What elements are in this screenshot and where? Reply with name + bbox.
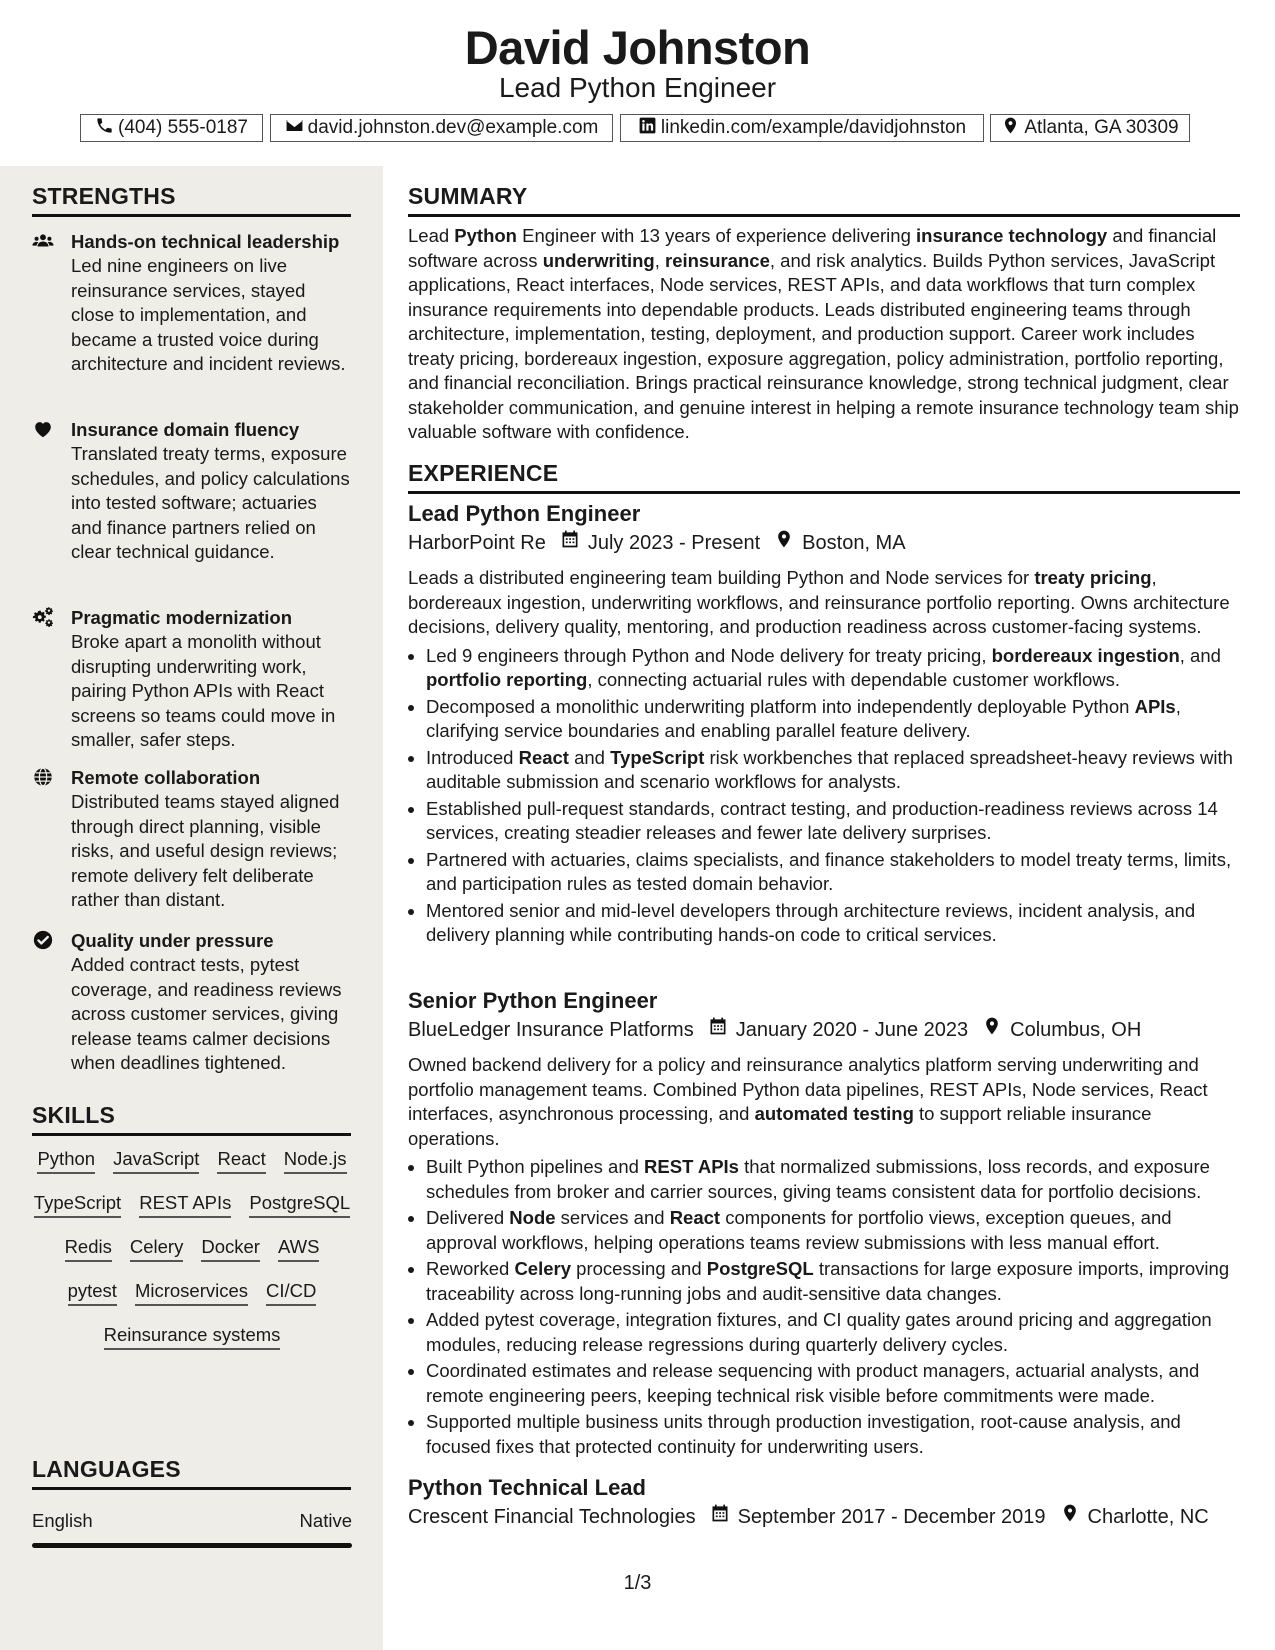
skill-tag: Redis — [65, 1234, 112, 1262]
skill-tag: Microservices — [135, 1278, 248, 1306]
strength-item — [32, 766, 352, 913]
job-dates: July 2023 - Present — [587, 532, 761, 554]
job-dates: January 2020 - June 2023 — [735, 1019, 969, 1041]
location-pin-icon — [760, 528, 802, 558]
language-name: English — [32, 1510, 93, 1531]
job-bullet: • Decomposed a monolithic underwriting platform into independently deployable Python APIs, clarifying service boundaries and enabling parallel feature delivery. — [426, 695, 1240, 744]
candidate-name: David Johnston — [464, 21, 811, 74]
summary-heading: SUMMARY — [408, 183, 528, 209]
job-summary: Leads a distributed engineering team building Python and Node services for treaty pricing, bordereaux ingestion, underwriting workflows, and reinsurance portfolio reporting. Owns architecture decisions, delivery quality, mentoring, and production readiness across customer-facing systems. — [408, 567, 1230, 637]
skill-tag: Docker — [201, 1234, 260, 1262]
strength-desc: Led nine engineers on live reinsurance services, stayed close to implementation, and became a trusted voice during architecture and incident reviews. — [71, 255, 346, 374]
globe-icon — [32, 766, 56, 788]
skill-tag: CI/CD — [266, 1278, 316, 1306]
contact-location — [990, 114, 1190, 142]
contact-linkedin[interactable] — [620, 114, 984, 142]
languages-rule — [32, 1487, 351, 1490]
location-pin-icon — [968, 1015, 1010, 1045]
job-title: Python Technical Lead — [408, 1475, 646, 1500]
strength-desc: Distributed teams stayed aligned through direct planning, visible risks, and useful design reviews; remote delivery felt deliberate rather than distant. — [71, 791, 340, 910]
heart-icon — [32, 418, 56, 440]
experience-rule — [408, 491, 1240, 494]
summary-rule — [408, 214, 1240, 217]
strength-desc: Translated treaty terms, exposure schedules, and policy calculations into tested software; actuaries and finance partners relied on clear technical guidance. — [71, 443, 350, 562]
skill-tag: Reinsurance systems — [104, 1322, 281, 1350]
check-circle-icon — [32, 929, 56, 951]
strength-item — [32, 418, 352, 565]
job-bullet: • Coordinated estimates and release sequencing with product managers, actuarial analysts, and remote engineering peers, keeping technical risk visible before commitments were made. — [426, 1359, 1240, 1408]
strengths-heading: STRENGTHS — [32, 183, 176, 209]
skill-tag: pytest — [68, 1278, 117, 1306]
strength-item — [32, 230, 352, 377]
summary-section — [408, 224, 1240, 445]
contact-email-text: david.johnston.dev@example.com — [307, 117, 599, 138]
skill-tag: React — [217, 1146, 265, 1174]
gears-icon — [32, 606, 56, 628]
location-pin-icon — [1046, 1502, 1088, 1532]
calendar-icon — [546, 528, 588, 558]
contact-location-text: Atlanta, GA 30309 — [1024, 117, 1179, 138]
contact-phone-text: (404) 555-0187 — [118, 117, 248, 138]
calendar-icon — [694, 1015, 736, 1045]
job-dates: September 2017 - December 2019 — [737, 1506, 1046, 1528]
strength-item — [32, 606, 352, 753]
job-meta — [408, 1502, 1240, 1532]
contact-linkedin-text: linkedin.com/example/davidjohnston — [660, 117, 967, 138]
strength-desc: Added contract tests, pytest coverage, and readiness reviews across customer services, giving release teams calmer decisions when deadlines tightened. — [71, 954, 342, 1073]
job-bullet: • Reworked Celery processing and PostgreSQL transactions for large exposure imports, improving traceability across long-running jobs and audit-sensitive data changes. — [426, 1257, 1240, 1306]
skill-tag: Node.js — [284, 1146, 347, 1174]
contact-phone[interactable] — [80, 114, 263, 142]
languages-heading: LANGUAGES — [32, 1456, 181, 1482]
job-bullet: • Added pytest coverage, integration fixtures, and CI quality gates around pricing and aggregation modules, reducing release regressions during quarterly delivery cycles. — [426, 1308, 1240, 1357]
language-row — [32, 1510, 352, 1532]
language-level: Native — [299, 1510, 352, 1531]
page-number: 1/3 — [623, 1572, 652, 1594]
job-bullets — [408, 644, 1240, 948]
skill-tag: TypeScript — [34, 1190, 121, 1218]
strengths-rule — [32, 214, 351, 217]
skill-tag: REST APIs — [139, 1190, 231, 1218]
strength-desc: Broke apart a monolith without disrupting underwriting work, pairing Python APIs with React screens so teams could move in smaller, safer steps. — [71, 631, 336, 750]
job-location: Charlotte, NC — [1087, 1506, 1209, 1528]
job-title: Senior Python Engineer — [408, 988, 658, 1013]
strength-title: Pragmatic modernization — [71, 607, 293, 628]
language-proficiency-bar — [32, 1543, 352, 1548]
job-bullet: • Supported multiple business units through production investigation, root-cause analysis, and focused fixes that protected continuity for underwriting users. — [426, 1410, 1240, 1459]
job-meta — [408, 528, 1240, 558]
job-bullet: • Introduced React and TypeScript risk workbenches that replaced spreadsheet-heavy reviews with auditable submission and scenario workflows for analysts. — [426, 746, 1240, 795]
skill-tag: JavaScript — [113, 1146, 199, 1174]
candidate-role: Lead Python Engineer — [498, 72, 777, 103]
job-location: Boston, MA — [802, 532, 906, 554]
envelope-icon — [285, 116, 308, 141]
job-meta — [408, 1015, 1240, 1045]
linkedin-icon — [638, 116, 661, 141]
location-pin-icon — [1001, 116, 1024, 141]
job-company: HarborPoint Re — [408, 532, 546, 554]
strength-title: Quality under pressure — [71, 930, 274, 951]
skill-tag: Python — [37, 1146, 95, 1174]
strength-title: Remote collaboration — [71, 767, 261, 788]
job-bullet: • Led 9 engineers through Python and Node delivery for treaty pricing, bordereaux ingestion, and portfolio reporting, connecting actuarial rules with dependable customer workflows. — [426, 644, 1240, 693]
skill-tag: PostgreSQL — [249, 1190, 350, 1218]
job-bullet: • Established pull-request standards, contract testing, and production-readiness reviews across 14 services, creating steadier releases and fewer late delivery surprises. — [426, 797, 1240, 846]
job-bullet: • Mentored senior and mid-level developers through architecture reviews, incident analysis, and delivery planning while contributing hands-on code to critical services. — [426, 899, 1240, 948]
calendar-icon — [696, 1502, 738, 1532]
summary-text: Lead Python Engineer with 13 years of experience delivering insurance technology and financial software across underwriting, reinsurance, and risk analytics. Builds Python services, JavaScript applications, React interfaces, Node services, REST APIs, and data workflows that turn complex insurance requirements into dependable products. Leads distributed engineering teams through architecture, implementation, testing, deployment, and production support. Career work includes treaty pricing, bordereaux ingestion, exposure aggregation, policy administration, portfolio reporting, and financial reconciliation. Brings practical reinsurance knowledge, strong technical judgment, clear stakeholder communication, and genuine interest in helping a remote insurance technology team ship valuable software with confidence. — [408, 225, 1239, 442]
job-company: BlueLedger Insurance Platforms — [408, 1019, 694, 1041]
skills-list — [32, 1146, 352, 1350]
skill-tag: Celery — [130, 1234, 183, 1262]
job-bullet: • Delivered Node services and React components for portfolio views, exception queues, and approval workflows, helping operations teams review submissions with less manual effort. — [426, 1206, 1240, 1255]
job-bullets — [408, 1155, 1240, 1459]
strength-item — [32, 929, 352, 1076]
contact-email[interactable] — [270, 114, 613, 142]
experience-heading: EXPERIENCE — [408, 460, 559, 486]
job-location: Columbus, OH — [1010, 1019, 1142, 1041]
skill-tag: AWS — [278, 1234, 319, 1262]
job-entry — [408, 500, 1240, 950]
strength-title: Hands-on technical leadership — [71, 231, 340, 252]
job-title: Lead Python Engineer — [408, 501, 641, 526]
job-bullet: • Built Python pipelines and REST APIs that normalized submissions, loss records, and exposure schedules from broker and carrier sources, giving teams consistent data for portfolio decisions. — [426, 1155, 1240, 1204]
job-company: Crescent Financial Technologies — [408, 1506, 696, 1528]
users-icon — [32, 230, 56, 252]
job-bullet: • Partnered with actuaries, claims specialists, and finance stakeholders to model treaty terms, limits, and participation rules as tested domain behavior. — [426, 848, 1240, 897]
job-summary: Owned backend delivery for a policy and reinsurance analytics platform serving underwriting and portfolio management teams. Combined Python data pipelines, REST APIs, Node services, React interfaces, asynchronous processing, and automated testing to support reliable insurance operations. — [408, 1054, 1208, 1149]
job-entry — [408, 1474, 1240, 1532]
skills-rule — [32, 1133, 351, 1136]
strength-title: Insurance domain fluency — [71, 419, 300, 440]
job-entry — [408, 987, 1240, 1461]
phone-icon — [95, 116, 118, 141]
skills-heading: SKILLS — [32, 1102, 115, 1128]
